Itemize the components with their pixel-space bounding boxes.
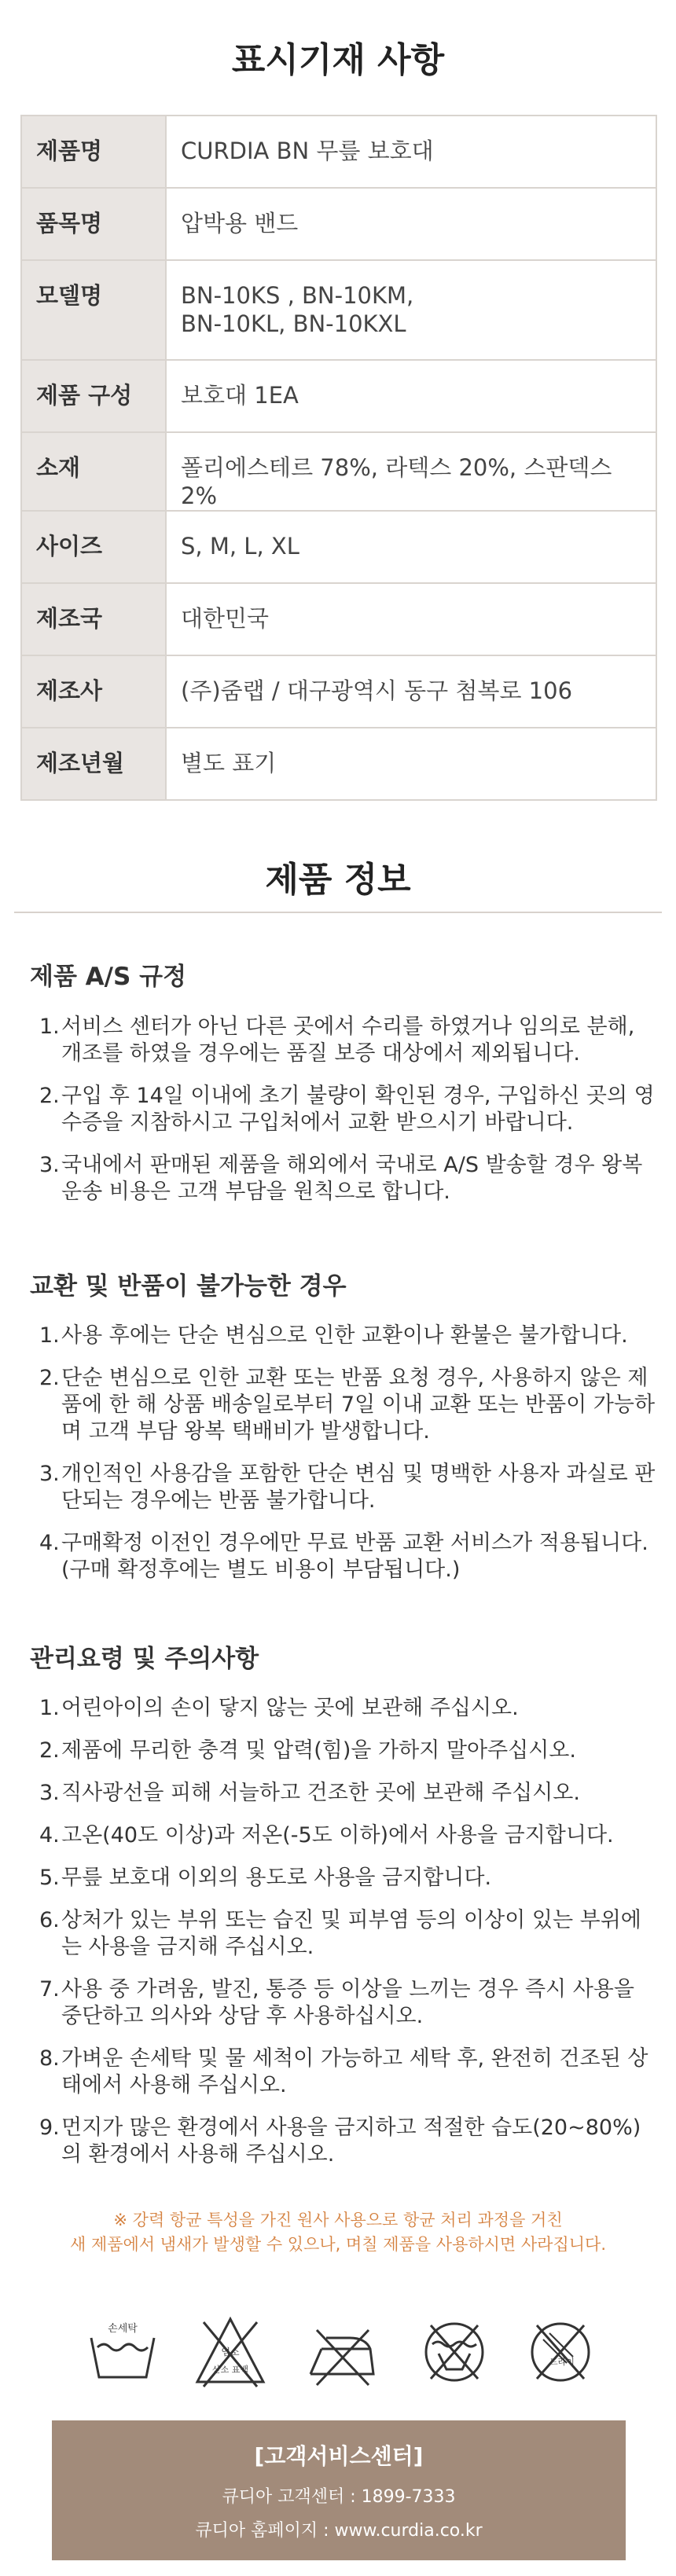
spec-value: 보호대 1EA [166, 360, 656, 432]
notice-line: ※ 강력 항균 특성을 가진 원사 사용으로 항균 처리 과정을 거친 [113, 2211, 563, 2229]
spec-value: 폴리에스테르 78%, 라텍스 20%, 스판덱스 2% [166, 432, 656, 511]
list-item-text: 제품에 무리한 충격 및 압력(힘)을 가하지 말아주십시오. [61, 1738, 576, 1763]
list-item: 6. 상처가 있는 부위 또는 습진 및 피부염 등의 이상이 있는 부위에는 사용을 금지해 주십시오. [39, 1908, 641, 1959]
spec-title: 표시기재 사항 [231, 40, 445, 80]
list-item: 3. 직사광선을 피해 서늘하고 건조한 곳에 보관해 주십시오. [39, 1781, 580, 1805]
spec-key: 제품명 [21, 116, 166, 188]
list-item: 2. 구입 후 14일 이내에 초기 불량이 확인된 경우, 구입하신 곳의 영수증을 지참하시고 구입처에서 교환 받으시기 바랍니다. [39, 1084, 655, 1135]
cs-phone: 큐디아 고객센터 : 1899-7333 [222, 2487, 456, 2507]
spec-value: 압박용 밴드 [166, 188, 656, 260]
list-item-text: 사용 후에는 단순 변심으로 인한 교환이나 환불은 불가합니다. [61, 1323, 628, 1348]
customer-service-box [52, 2420, 626, 2560]
spec-row [21, 116, 656, 188]
list-item-text: 단순 변심으로 인한 교환 또는 반품 요청 경우, 사용하지 않은 제품에 한 해 상품 배송일로부터 7일 이내 교환 또는 반품이 가능하며 고객 부담 왕복 택배비가 발생합니다. [61, 1366, 656, 1444]
spec-key: 품목명 [21, 188, 166, 260]
care-list [30, 1695, 659, 2184]
list-item: 5. 무릎 보호대 이외의 용도로 사용을 금지합니다. [39, 1866, 492, 1890]
list-item: 3. 개인적인 사용감을 포함한 단순 변심 및 명백한 사용자 과실로 판단되는 경우에는 반품 불가합니다. [39, 1462, 656, 1513]
spec-value: 대한민국 [166, 583, 656, 655]
list-item-text: 국내에서 판매된 제품을 해외에서 국내로 A/S 발송할 경우 왕복 운송 비용은 고객 부담을 원칙으로 합니다. [61, 1153, 643, 1204]
spec-row [21, 260, 656, 360]
spec-key: 제조사 [21, 655, 166, 728]
no-bleach-icon [193, 2314, 268, 2390]
info-title: 제품 정보 [265, 860, 411, 900]
list-item-text: 무릎 보호대 이외의 용도로 사용을 금지합니다. [61, 1866, 492, 1890]
list-item: 4. 구매확정 이전인 경우에만 무료 반품 교환 서비스가 적용됩니다. (구매 확정후에는 별도 비용이 부담됩니다.) [39, 1531, 648, 1582]
care-icons [0, 2314, 676, 2409]
list-item-text: 개인적인 사용감을 포함한 단순 변심 및 명백한 사용자 과실로 판단되는 경우에는 반품 불가합니다. [61, 1462, 656, 1513]
spec-value: BN-10KS , BN-10KM, BN-10KL, BN-10KXL [166, 260, 656, 360]
spec-key: 제조국 [21, 583, 166, 655]
exchange-list [30, 1323, 659, 1599]
spec-row [21, 188, 656, 260]
spec-row [21, 728, 656, 800]
spec-value: (주)줌랩 / 대구광역시 동구 첨복로 106 [166, 655, 656, 728]
spec-value: 별도 표기 [166, 728, 656, 800]
as-list [30, 1014, 659, 1221]
spec-row [21, 432, 656, 511]
list-item: 7. 사용 중 가려움, 발진, 통증 등 이상을 느끼는 경우 즉시 사용을 중단하고 의사와 상담 후 사용하십시오. [39, 1977, 634, 2028]
spec-key: 모델명 [21, 260, 166, 360]
list-item-text: 구매확정 이전인 경우에만 무료 반품 교환 서비스가 적용됩니다. (구매 확정후에는 별도 비용이 부담됩니다.) [61, 1531, 648, 1582]
dry-label: 드라이 [549, 2357, 575, 2367]
list-item-text: 먼지가 많은 환경에서 사용을 금지하고 적절한 습도(20~80%)의 환경에서 사용해 주십시오. [61, 2115, 641, 2167]
divider [14, 912, 662, 913]
no-tumble-dry-icon [417, 2314, 492, 2390]
list-item: 4. 고온(40도 이상)과 저온(-5도 이하)에서 사용을 금지합니다. [39, 1823, 614, 1848]
list-item-text: 가벼운 손세탁 및 물 세척이 가능하고 세탁 후, 완전히 건조된 상태에서 사용해 주십시오. [61, 2046, 648, 2097]
list-item-text: 고온(40도 이상)과 저온(-5도 이하)에서 사용을 금지합니다. [61, 1823, 614, 1848]
list-item: 2. 제품에 무리한 충격 및 압력(힘)을 가하지 말아주십시오. [39, 1738, 576, 1763]
no-iron-icon [303, 2314, 381, 2390]
spec-row [21, 655, 656, 728]
list-item: 1. 사용 후에는 단순 변심으로 인한 교환이나 환불은 불가합니다. [39, 1323, 628, 1348]
list-item: 1. 어린아이의 손이 닿지 않는 곳에 보관해 주십시오. [39, 1696, 519, 1720]
spec-key: 소재 [21, 432, 166, 511]
wash-label: 손세탁 [108, 2323, 138, 2335]
spec-value: CURDIA BN 무릎 보호대 [166, 116, 656, 188]
list-item-text: 사용 중 가려움, 발진, 통증 등 이상을 느끼는 경우 즉시 사용을 중단하고 의사와 상담 후 사용하십시오. [61, 1977, 634, 2028]
list-item-text: 어린아이의 손이 닿지 않는 곳에 보관해 주십시오. [61, 1696, 519, 1720]
exchange-title: 교환 및 반품이 불가능한 경우 [30, 1272, 347, 1301]
cs-title: [고객서비스센터] [254, 2443, 424, 2469]
spec-row [21, 360, 656, 432]
spec-table [20, 115, 657, 801]
spec-key: 사이즈 [21, 511, 166, 583]
list-item-text: 직사광선을 피해 서늘하고 건조한 곳에 보관해 주십시오. [61, 1781, 580, 1805]
spec-key: 제조년월 [21, 728, 166, 800]
list-item-text: 상처가 있는 부위 또는 습진 및 피부염 등의 이상이 있는 부위에는 사용을 금지해 주십시오. [61, 1908, 641, 1959]
no-dry-clean-icon [523, 2314, 598, 2390]
spec-row [21, 511, 656, 583]
list-item: 1. 서비스 센터가 아닌 다른 곳에서 수리를 하였거나 임의로 분해, 개조를 하였을 경우에는 품질 보증 대상에서 제외됩니다. [39, 1015, 635, 1066]
cs-homepage: 큐디아 홈페이지 : www.curdia.co.kr [195, 2521, 483, 2541]
spec-value: S, M, L, XL [166, 511, 656, 583]
list-item: 2. 단순 변심으로 인한 교환 또는 반품 요청 경우, 사용하지 않은 제품에 한 해 상품 배송일로부터 7일 이내 교환 또는 반품이 가능하며 고객 부담 왕복 택배비가 발생합니다. [39, 1366, 656, 1444]
list-item: 3. 국내에서 판매된 제품을 해외에서 국내로 A/S 발송할 경우 왕복 운송 비용은 고객 부담을 원칙으로 합니다. [39, 1153, 643, 1204]
odor-notice [0, 2208, 676, 2257]
list-item: 8. 가벼운 손세탁 및 물 세척이 가능하고 세탁 후, 완전히 건조된 상태에서 사용해 주십시오. [39, 2046, 648, 2097]
list-item-text: 서비스 센터가 아닌 다른 곳에서 수리를 하였거나 임의로 분해, 개조를 하였을 경우에는 품질 보증 대상에서 제외됩니다. [61, 1015, 635, 1066]
notice-line: 새 제품에서 냄새가 발생할 수 있으나, 며칠 제품을 사용하시면 사라집니다. [69, 2235, 606, 2254]
list-item: 9. 먼지가 많은 환경에서 사용을 금지하고 적절한 습도(20~80%)의 환경에서 사용해 주십시오. [39, 2115, 641, 2167]
spec-row [21, 583, 656, 655]
bleach-label: 산소 표백 [211, 2365, 249, 2375]
care-title: 관리요령 및 주의사항 [30, 1645, 259, 1673]
spec-key: 제품 구성 [21, 360, 166, 432]
list-item-text: 구입 후 14일 이내에 초기 불량이 확인된 경우, 구입하신 곳의 영수증을 지참하시고 구입처에서 교환 받으시기 바랍니다. [61, 1084, 655, 1135]
bleach-label: 염소 [221, 2347, 240, 2358]
as-title: 제품 A/S 규정 [30, 963, 187, 991]
hand-wash-icon [85, 2314, 160, 2390]
